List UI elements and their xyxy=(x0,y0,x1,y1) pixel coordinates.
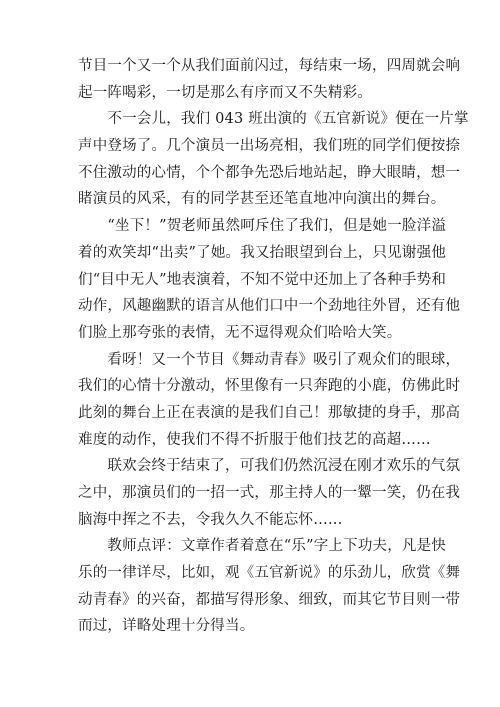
text-line: 睹演员的风采，有的同学甚至还笔直地冲向演出的舞台。 xyxy=(78,191,446,208)
text-line: 们“目中无人”地表演着，不知不觉中还加上了各种手势和 xyxy=(78,271,447,288)
text-line: 而过，详略处理十分得当。 xyxy=(78,618,255,635)
text-line: “坐下！”贺老师虽然呵斥住了我们，但是她一脸洋溢 xyxy=(78,218,447,235)
text-line: 之中，那演员们的一招一式，那主持人的一颦一笑，仍在我 xyxy=(78,485,461,501)
text-line: 此刻的舞台上正在表演的是我们自己！那敏捷的身手，那高 xyxy=(78,404,461,421)
text-line: 节目一个又一个从我们面前闪过，每结束一场，四周就会响 xyxy=(78,58,461,74)
text-line: 联欢会终于结束了，可我们仍然沉浸在刚才欢乐的气氛 xyxy=(78,458,461,475)
text-line: 着的欢笑却“出卖”了她。我又抬眼望到台上，只见谢强他 xyxy=(78,244,447,261)
text-line: 动青春》的兴奋，都描写得形象、细致，而其它节目则一带 xyxy=(78,591,461,608)
text-line: 声中登场了。几个演员一出场亮相，我们班的同学们便按捺 xyxy=(78,138,461,155)
text-line: 我们的心情十分激动，怀里像有一只奔跑的小鹿，仿佛此时 xyxy=(78,378,461,395)
text-line: 教师点评：文章作者着意在“乐”字上下功夫，凡是快 xyxy=(78,538,447,555)
text-line: 们脸上那夸张的表情，无不逗得观众们哈哈大笑。 xyxy=(78,324,402,341)
text-line: 动作，风趣幽默的语言从他们口中一个劲地往外冒，还有他 xyxy=(78,298,461,315)
text-line: 不一会儿，我们 043 班出演的《五官新说》便在一片掌 xyxy=(78,111,469,128)
text-line: 难度的动作，使我们不得不折服于他们技艺的高超…… xyxy=(78,431,431,448)
document-body xyxy=(78,58,469,645)
text-line: 脑海中挥之不去，令我久久不能忘怀…… xyxy=(78,511,343,528)
text-line: 乐的一律详尽，比如，观《五官新说》的乐劲儿，欣赏《舞 xyxy=(78,565,461,582)
text-line: 看呀！又一个节目《舞动青春》吸引了观众们的眼球， xyxy=(78,351,461,368)
text-line: 起一阵喝彩，一切是那么有序而又不失精彩。 xyxy=(78,84,372,101)
text-line: 不住激动的心情，个个都争先恐后地站起，睁大眼睛，想一 xyxy=(78,164,461,181)
